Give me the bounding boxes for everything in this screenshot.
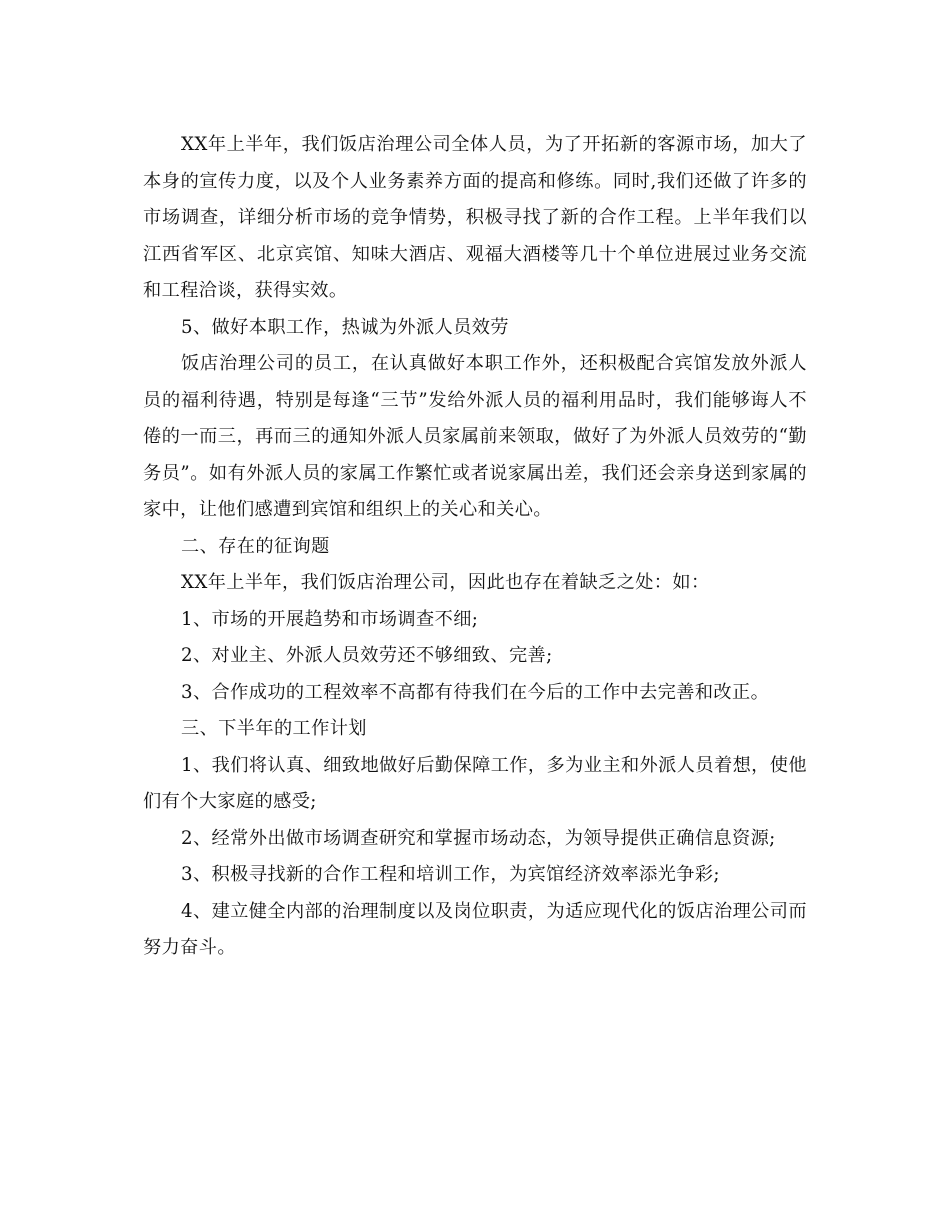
list-item-problem-3: 3、合作成功的工程效率不高都有待我们在今后的工作中去完善和改正。 [181, 681, 770, 703]
list-item-plan-1: 1、我们将认真、细致地做好后勤保障工作，多为业主和外派人员着想，使他们有个大家庭的感受; [143, 754, 807, 812]
list-item-plan-4: 4、建立健全内部的治理制度以及岗位职责，为适应现代化的饭店治理公司而努力奋斗。 [143, 900, 807, 958]
heading-work-plan: 三、下半年的工作计划 [181, 718, 367, 739]
list-item-problem-1: 1、市场的开展趋势和市场调查不细; [181, 608, 479, 630]
heading-existing-problems: 二、存在的征询题 [181, 535, 330, 557]
heading-item-5: 5、做好本职工作，热诚为外派人员效劳 [181, 316, 509, 338]
paragraph-intro: XX年上半年，我们饭店治理公司全体人员，为了开拓新的客源市场，加大了本身的宣传力度，以及个人业务素养方面的提高和修练。同时,我们还做了许多的市场调查，详细分析市场的竞争情势，积极寻找了新的合作工程。上半年我们以江西省军区、北京宾馆、知味大酒店、观福大酒楼等几十个单位进展过业务交流和工程洽谈，获得实效。 [143, 134, 807, 301]
list-item-problem-2: 2、对业主、外派人员效劳还不够细致、完善; [181, 645, 553, 666]
paragraph-problems-intro: XX年上半年，我们饭店治理公司，因此也存在着缺乏之处：如： [181, 572, 710, 593]
document-body [143, 127, 807, 967]
list-item-plan-2: 2、经常外出做市场调查研究和掌握市场动态，为领导提供正确信息资源; [181, 827, 776, 849]
list-item-plan-3: 3、积极寻找新的合作工程和培训工作，为宾馆经济效率添光争彩; [181, 864, 720, 885]
paragraph-staff-service: 饭店治理公司的员工，在认真做好本职工作外，还积极配合宾馆发放外派人员的福利待遇，特别是每逢“三节”发给外派人员的福利用品时，我们能够诲人不倦的一而三，再而三的通知外派人员家属前来领取，做好了为外派人员效劳的“勤务员”。如有外派人员的家属工作繁忙或者说家属出差，我们还会亲身送到家属的家中，让他们感遭到宾馆和组织上的关心和关心。 [143, 353, 807, 520]
